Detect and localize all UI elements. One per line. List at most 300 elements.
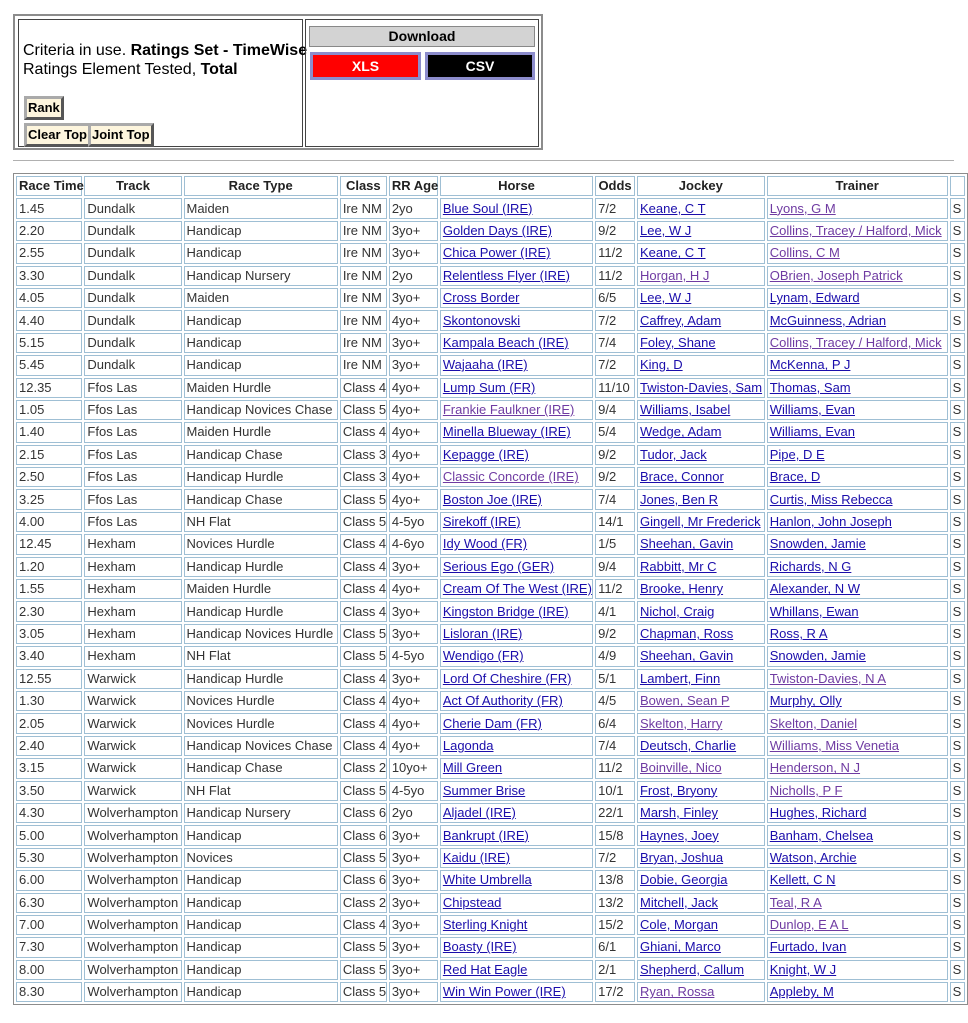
extra-cell: S bbox=[950, 646, 965, 666]
table-row bbox=[16, 624, 965, 644]
odds-cell: 9/4 bbox=[595, 557, 635, 577]
jockey-link[interactable]: Rabbitt, Mr C bbox=[639, 558, 717, 574]
jockey-link[interactable]: Lee, W J bbox=[639, 290, 692, 306]
age-cell: 3yo+ bbox=[389, 288, 438, 308]
race-time-cell: 4.30 bbox=[16, 803, 82, 823]
jockey-link[interactable]: Bowen, Sean P bbox=[639, 693, 730, 709]
odds-cell: 9/2 bbox=[595, 467, 635, 487]
race-type-cell: Novices Hurdle bbox=[184, 691, 338, 711]
divider bbox=[13, 160, 954, 161]
jockey-link[interactable]: Bryan, Joshua bbox=[639, 849, 724, 865]
ratings-set: Ratings Set - TimeWise bbox=[130, 42, 308, 59]
jockey-cell bbox=[637, 646, 765, 666]
race-type-cell: Handicap Chase bbox=[184, 489, 338, 509]
class-cell: Class 2 bbox=[340, 893, 387, 913]
jockey-link[interactable]: Caffrey, Adam bbox=[639, 312, 722, 328]
trainer-cell bbox=[767, 781, 948, 801]
horse-link[interactable]: Frankie Faulkner (IRE) bbox=[442, 402, 575, 418]
jockey-link[interactable]: Brooke, Henry bbox=[639, 581, 724, 597]
header-rr-age[interactable]: RR Age bbox=[389, 176, 438, 196]
race-type-cell: Handicap bbox=[184, 982, 338, 1002]
jockey-link[interactable]: Ghiani, Marco bbox=[639, 939, 721, 955]
horse-link[interactable]: Relentless Flyer (IRE) bbox=[442, 267, 570, 283]
extra-cell: S bbox=[950, 557, 965, 577]
race-time-cell: 1.45 bbox=[16, 198, 82, 218]
jockey-link[interactable]: King, D bbox=[639, 357, 683, 373]
race-time-cell: 3.30 bbox=[16, 266, 82, 286]
jockey-cell bbox=[637, 982, 765, 1002]
extra-cell: S bbox=[950, 579, 965, 599]
track-cell: Dundalk bbox=[84, 221, 181, 241]
trainer-cell bbox=[767, 400, 948, 420]
trainer-link[interactable]: Thomas, Sam bbox=[769, 379, 851, 395]
track-cell: Dundalk bbox=[84, 355, 181, 375]
odds-cell: 4/1 bbox=[595, 601, 635, 621]
age-cell: 4-5yo bbox=[389, 781, 438, 801]
track-cell: Dundalk bbox=[84, 198, 181, 218]
trainer-link[interactable]: Murphy, Olly bbox=[769, 693, 842, 709]
trainer-cell bbox=[767, 870, 948, 890]
download-title: Download bbox=[309, 26, 535, 47]
jockey-cell bbox=[637, 288, 765, 308]
trainer-link[interactable]: McGuinness, Adrian bbox=[769, 312, 887, 328]
age-cell: 3yo+ bbox=[389, 825, 438, 845]
race-time-cell: 2.55 bbox=[16, 243, 82, 263]
horse-cell bbox=[440, 915, 593, 935]
jockey-link[interactable]: Haynes, Joey bbox=[639, 827, 719, 843]
horse-link[interactable]: White Umbrella bbox=[442, 872, 532, 888]
class-cell: Class 5 bbox=[340, 937, 387, 957]
horse-link[interactable]: Classic Concorde (IRE) bbox=[442, 469, 579, 485]
horse-cell bbox=[440, 624, 593, 644]
horse-link[interactable]: Idy Wood (FR) bbox=[442, 536, 528, 552]
extra-cell: S bbox=[950, 960, 965, 980]
horse-cell bbox=[440, 198, 593, 218]
criteria-panel bbox=[13, 14, 543, 150]
header-race-type[interactable]: Race Type bbox=[184, 176, 338, 196]
table-row bbox=[16, 915, 965, 935]
jockey-link[interactable]: Keane, C T bbox=[639, 200, 706, 216]
horse-link[interactable]: Summer Brise bbox=[442, 782, 526, 798]
jockey-link[interactable]: Brace, Connor bbox=[639, 469, 724, 485]
jockey-link[interactable]: Gingell, Mr Frederick bbox=[639, 514, 761, 530]
trainer-link[interactable]: Nicholls, P F bbox=[769, 782, 843, 798]
odds-cell: 7/4 bbox=[595, 736, 635, 756]
horse-cell bbox=[440, 713, 593, 733]
trainer-cell bbox=[767, 915, 948, 935]
horse-link[interactable]: Lagonda bbox=[442, 737, 494, 753]
horse-link[interactable]: Lord Of Cheshire (FR) bbox=[442, 670, 572, 686]
odds-cell: 15/8 bbox=[595, 825, 635, 845]
horse-link[interactable]: Blue Soul (IRE) bbox=[442, 200, 533, 216]
track-cell: Ffos Las bbox=[84, 445, 181, 465]
rank-button[interactable]: Rank bbox=[24, 96, 64, 120]
header-extra[interactable] bbox=[950, 176, 965, 196]
jockey-link[interactable]: Twiston-Davies, Sam bbox=[639, 379, 763, 395]
trainer-link[interactable]: Kellett, C N bbox=[769, 872, 836, 888]
horse-link[interactable]: Mill Green bbox=[442, 760, 503, 776]
horse-link[interactable]: Serious Ego (GER) bbox=[442, 558, 555, 574]
table-row bbox=[16, 288, 965, 308]
trainer-link[interactable]: Snowden, Jamie bbox=[769, 648, 866, 664]
trainer-link[interactable]: Collins, Tracey / Halford, Mick bbox=[769, 222, 942, 238]
horse-cell bbox=[440, 848, 593, 868]
horse-link[interactable]: Chipstead bbox=[442, 894, 502, 910]
odds-cell: 13/8 bbox=[595, 870, 635, 890]
table-row bbox=[16, 893, 965, 913]
horse-cell bbox=[440, 825, 593, 845]
trainer-link[interactable]: Appleby, M bbox=[769, 984, 834, 1000]
odds-cell: 6/1 bbox=[595, 937, 635, 957]
trainer-cell bbox=[767, 713, 948, 733]
class-cell: Class 5 bbox=[340, 489, 387, 509]
jockey-link[interactable]: Shepherd, Callum bbox=[639, 961, 745, 977]
race-type-cell: Novices Hurdle bbox=[184, 713, 338, 733]
track-cell: Warwick bbox=[84, 736, 181, 756]
trainer-link[interactable]: Williams, Evan bbox=[769, 402, 855, 418]
odds-cell: 6/5 bbox=[595, 288, 635, 308]
table-row bbox=[16, 534, 965, 554]
trainer-link[interactable]: Curtis, Miss Rebecca bbox=[769, 491, 893, 507]
trainer-cell bbox=[767, 669, 948, 689]
horse-link[interactable]: Aljadel (IRE) bbox=[442, 805, 516, 821]
jockey-link[interactable]: Sheehan, Gavin bbox=[639, 648, 734, 664]
race-type-cell: Handicap Nursery bbox=[184, 803, 338, 823]
odds-cell: 11/2 bbox=[595, 579, 635, 599]
extra-cell: S bbox=[950, 198, 965, 218]
horse-link[interactable]: Golden Days (IRE) bbox=[442, 222, 552, 238]
trainer-link[interactable]: Lyons, G M bbox=[769, 200, 836, 216]
trainer-link[interactable]: Collins, Tracey / Halford, Mick bbox=[769, 334, 942, 350]
trainer-link[interactable]: Skelton, Daniel bbox=[769, 715, 858, 731]
class-cell: Ire NM bbox=[340, 288, 387, 308]
jockey-link[interactable]: Ryan, Rossa bbox=[639, 984, 715, 1000]
horse-link[interactable]: Kaidu (IRE) bbox=[442, 849, 511, 865]
horse-link[interactable]: Kepagge (IRE) bbox=[442, 446, 529, 462]
extra-cell: S bbox=[950, 713, 965, 733]
race-time-cell: 2.20 bbox=[16, 221, 82, 241]
horse-cell bbox=[440, 960, 593, 980]
horse-link[interactable]: Red Hat Eagle bbox=[442, 961, 528, 977]
jockey-link[interactable]: Cole, Morgan bbox=[639, 917, 719, 933]
age-cell: 4yo+ bbox=[389, 736, 438, 756]
horse-cell bbox=[440, 669, 593, 689]
horse-link[interactable]: Minella Blueway (IRE) bbox=[442, 424, 571, 440]
horse-link[interactable]: Sirekoff (IRE) bbox=[442, 514, 521, 530]
table-row bbox=[16, 266, 965, 286]
trainer-link[interactable]: Williams, Miss Venetia bbox=[769, 737, 900, 753]
trainer-link[interactable]: Hanlon, John Joseph bbox=[769, 514, 892, 530]
trainer-cell bbox=[767, 624, 948, 644]
trainer-link[interactable]: Whillans, Ewan bbox=[769, 603, 859, 619]
jockey-link[interactable]: Foley, Shane bbox=[639, 334, 716, 350]
trainer-cell bbox=[767, 825, 948, 845]
horse-link[interactable]: Kampala Beach (IRE) bbox=[442, 334, 569, 350]
class-cell: Ire NM bbox=[340, 355, 387, 375]
horse-cell bbox=[440, 937, 593, 957]
trainer-cell bbox=[767, 982, 948, 1002]
jockey-cell bbox=[637, 601, 765, 621]
odds-cell: 11/10 bbox=[595, 378, 635, 398]
table-row bbox=[16, 333, 965, 353]
race-type-cell: Handicap bbox=[184, 870, 338, 890]
horse-link[interactable]: Bankrupt (IRE) bbox=[442, 827, 529, 843]
race-type-cell: NH Flat bbox=[184, 781, 338, 801]
csv-download-button[interactable]: CSV bbox=[425, 52, 535, 80]
jockey-cell bbox=[637, 198, 765, 218]
jockey-link[interactable]: Wedge, Adam bbox=[639, 424, 722, 440]
extra-cell: S bbox=[950, 758, 965, 778]
track-cell: Warwick bbox=[84, 713, 181, 733]
class-cell: Class 4 bbox=[340, 378, 387, 398]
jockey-link[interactable]: Keane, C T bbox=[639, 245, 706, 261]
jockey-cell bbox=[637, 467, 765, 487]
extra-cell: S bbox=[950, 422, 965, 442]
jockey-link[interactable]: Skelton, Harry bbox=[639, 715, 723, 731]
horse-link[interactable]: Wendigo (FR) bbox=[442, 648, 524, 664]
jockey-link[interactable]: Lambert, Finn bbox=[639, 670, 721, 686]
extra-cell: S bbox=[950, 781, 965, 801]
race-type-cell: Maiden Hurdle bbox=[184, 422, 338, 442]
class-cell: Class 5 bbox=[340, 848, 387, 868]
jockey-cell bbox=[637, 534, 765, 554]
trainer-link[interactable]: Twiston-Davies, N A bbox=[769, 670, 887, 686]
class-cell: Class 4 bbox=[340, 669, 387, 689]
track-cell: Hexham bbox=[84, 557, 181, 577]
trainer-link[interactable]: McKenna, P J bbox=[769, 357, 851, 373]
jockey-link[interactable]: Frost, Bryony bbox=[639, 782, 718, 798]
trainer-link[interactable]: Williams, Evan bbox=[769, 424, 855, 440]
table-row bbox=[16, 781, 965, 801]
horse-cell bbox=[440, 803, 593, 823]
horse-link[interactable]: Kingston Bridge (IRE) bbox=[442, 603, 569, 619]
table-row bbox=[16, 825, 965, 845]
jockey-link[interactable]: Nichol, Craig bbox=[639, 603, 715, 619]
jockey-cell bbox=[637, 893, 765, 913]
age-cell: 2yo bbox=[389, 266, 438, 286]
joint-top-button[interactable]: Joint Top bbox=[88, 123, 154, 147]
race-time-cell: 4.00 bbox=[16, 512, 82, 532]
track-cell: Wolverhampton bbox=[84, 937, 181, 957]
trainer-cell bbox=[767, 333, 948, 353]
horse-link[interactable]: Cream Of The West (IRE) bbox=[442, 581, 592, 597]
trainer-link[interactable]: Collins, C M bbox=[769, 245, 840, 261]
age-cell: 3yo+ bbox=[389, 960, 438, 980]
table-row bbox=[16, 982, 965, 1002]
header-track[interactable]: Track bbox=[84, 176, 181, 196]
race-type-cell: Handicap Hurdle bbox=[184, 601, 338, 621]
odds-cell: 7/2 bbox=[595, 198, 635, 218]
extra-cell: S bbox=[950, 355, 965, 375]
extra-cell: S bbox=[950, 803, 965, 823]
jockey-link[interactable]: Deutsch, Charlie bbox=[639, 737, 737, 753]
header-jockey[interactable]: Jockey bbox=[637, 176, 765, 196]
table-row bbox=[16, 467, 965, 487]
jockey-link[interactable]: Lee, W J bbox=[639, 222, 692, 238]
trainer-cell bbox=[767, 534, 948, 554]
class-cell: Class 5 bbox=[340, 781, 387, 801]
jockey-cell bbox=[637, 915, 765, 935]
extra-cell: S bbox=[950, 534, 965, 554]
age-cell: 4yo+ bbox=[389, 579, 438, 599]
horse-link[interactable]: Act Of Authority (FR) bbox=[442, 693, 563, 709]
trainer-cell bbox=[767, 221, 948, 241]
race-time-cell: 4.05 bbox=[16, 288, 82, 308]
trainer-link[interactable]: Richards, N G bbox=[769, 558, 852, 574]
trainer-link[interactable]: Teal, R A bbox=[769, 894, 822, 910]
race-table bbox=[13, 173, 968, 1005]
jockey-link[interactable]: Dobie, Georgia bbox=[639, 872, 728, 888]
jockey-cell bbox=[637, 243, 765, 263]
age-cell: 4-6yo bbox=[389, 534, 438, 554]
header-race-time[interactable]: Race Time bbox=[16, 176, 82, 196]
trainer-cell bbox=[767, 266, 948, 286]
header-class[interactable]: Class bbox=[340, 176, 387, 196]
horse-link[interactable]: Sterling Knight bbox=[442, 917, 528, 933]
track-cell: Hexham bbox=[84, 646, 181, 666]
horse-link[interactable]: Lisloran (IRE) bbox=[442, 626, 523, 641]
table-row bbox=[16, 198, 965, 218]
horse-link[interactable]: Boasty (IRE) bbox=[442, 939, 517, 955]
jockey-cell bbox=[637, 713, 765, 733]
track-cell: Dundalk bbox=[84, 310, 181, 330]
header-trainer[interactable]: Trainer bbox=[767, 176, 948, 196]
race-time-cell: 2.50 bbox=[16, 467, 82, 487]
clear-top-button[interactable]: Clear Top bbox=[24, 123, 91, 147]
table-row bbox=[16, 937, 965, 957]
race-type-cell: Handicap Hurdle bbox=[184, 557, 338, 577]
trainer-cell bbox=[767, 378, 948, 398]
horse-cell bbox=[440, 422, 593, 442]
trainer-cell bbox=[767, 736, 948, 756]
jockey-link[interactable]: Williams, Isabel bbox=[639, 402, 731, 418]
race-type-cell: Handicap bbox=[184, 825, 338, 845]
track-cell: Warwick bbox=[84, 691, 181, 711]
extra-cell: S bbox=[950, 870, 965, 890]
age-cell: 3yo+ bbox=[389, 982, 438, 1002]
trainer-cell bbox=[767, 601, 948, 621]
track-cell: Wolverhampton bbox=[84, 870, 181, 890]
odds-cell: 9/2 bbox=[595, 624, 635, 644]
horse-link[interactable]: Wajaaha (IRE) bbox=[442, 357, 528, 373]
jockey-link[interactable]: Boinville, Nico bbox=[639, 760, 722, 776]
horse-link[interactable]: Skontonovski bbox=[442, 312, 521, 328]
extra-cell: S bbox=[950, 489, 965, 509]
trainer-link[interactable]: Watson, Archie bbox=[769, 849, 857, 865]
class-cell: Class 5 bbox=[340, 400, 387, 420]
jockey-cell bbox=[637, 512, 765, 532]
odds-cell: 5/1 bbox=[595, 669, 635, 689]
race-type-cell: Handicap bbox=[184, 221, 338, 241]
age-cell: 4yo+ bbox=[389, 489, 438, 509]
trainer-cell bbox=[767, 557, 948, 577]
race-type-cell: NH Flat bbox=[184, 512, 338, 532]
horse-link[interactable]: Boston Joe (IRE) bbox=[442, 491, 542, 507]
header-odds[interactable]: Odds bbox=[595, 176, 635, 196]
trainer-link[interactable]: Dunlop, E A L bbox=[769, 917, 849, 933]
jockey-link[interactable]: Marsh, Finley bbox=[639, 805, 719, 821]
age-cell: 4yo+ bbox=[389, 445, 438, 465]
odds-cell: 4/5 bbox=[595, 691, 635, 711]
horse-link[interactable]: Cross Border bbox=[442, 290, 520, 306]
xls-download-button[interactable]: XLS bbox=[310, 52, 421, 80]
trainer-link[interactable]: Knight, W J bbox=[769, 961, 837, 977]
jockey-cell bbox=[637, 870, 765, 890]
trainer-link[interactable]: Alexander, N W bbox=[769, 581, 861, 597]
jockey-cell bbox=[637, 781, 765, 801]
extra-cell: S bbox=[950, 624, 965, 644]
class-cell: Ire NM bbox=[340, 221, 387, 241]
race-type-cell: Handicap Novices Hurdle bbox=[184, 624, 338, 644]
trainer-cell bbox=[767, 355, 948, 375]
horse-cell bbox=[440, 646, 593, 666]
trainer-link[interactable]: Furtado, Ivan bbox=[769, 939, 847, 955]
trainer-link[interactable]: Brace, D bbox=[769, 469, 821, 485]
age-cell: 10yo+ bbox=[389, 758, 438, 778]
trainer-link[interactable]: Ross, R A bbox=[769, 626, 828, 641]
jockey-cell bbox=[637, 422, 765, 442]
jockey-link[interactable]: Chapman, Ross bbox=[639, 626, 734, 641]
odds-cell: 6/4 bbox=[595, 713, 635, 733]
jockey-link[interactable]: Tudor, Jack bbox=[639, 446, 707, 462]
race-time-cell: 3.40 bbox=[16, 646, 82, 666]
trainer-link[interactable]: Pipe, D E bbox=[769, 446, 825, 462]
odds-cell: 9/4 bbox=[595, 400, 635, 420]
odds-cell: 11/2 bbox=[595, 266, 635, 286]
race-time-cell: 7.00 bbox=[16, 915, 82, 935]
trainer-link[interactable]: Banham, Chelsea bbox=[769, 827, 874, 843]
class-cell: Class 4 bbox=[340, 713, 387, 733]
horse-link[interactable]: Chica Power (IRE) bbox=[442, 245, 551, 261]
table-row bbox=[16, 758, 965, 778]
header-horse[interactable]: Horse bbox=[440, 176, 593, 196]
horse-cell bbox=[440, 467, 593, 487]
trainer-cell bbox=[767, 243, 948, 263]
table-row bbox=[16, 848, 965, 868]
horse-link[interactable]: Lump Sum (FR) bbox=[442, 379, 536, 395]
track-cell: Dundalk bbox=[84, 333, 181, 353]
extra-cell: S bbox=[950, 893, 965, 913]
track-cell: Warwick bbox=[84, 781, 181, 801]
table-row bbox=[16, 870, 965, 890]
race-time-cell: 12.35 bbox=[16, 378, 82, 398]
horse-link[interactable]: Win Win Power (IRE) bbox=[442, 984, 566, 1000]
track-cell: Wolverhampton bbox=[84, 825, 181, 845]
class-cell: Class 4 bbox=[340, 422, 387, 442]
age-cell: 4yo+ bbox=[389, 400, 438, 420]
track-cell: Wolverhampton bbox=[84, 960, 181, 980]
race-type-cell: Handicap Nursery bbox=[184, 266, 338, 286]
jockey-link[interactable]: Sheehan, Gavin bbox=[639, 536, 734, 552]
class-cell: Class 5 bbox=[340, 646, 387, 666]
jockey-cell bbox=[637, 669, 765, 689]
trainer-link[interactable]: OBrien, Joseph Patrick bbox=[769, 267, 903, 283]
trainer-link[interactable]: Hughes, Richard bbox=[769, 805, 867, 821]
jockey-link[interactable]: Horgan, H J bbox=[639, 267, 710, 283]
class-cell: Class 6 bbox=[340, 803, 387, 823]
horse-cell bbox=[440, 333, 593, 353]
track-cell: Dundalk bbox=[84, 243, 181, 263]
jockey-link[interactable]: Mitchell, Jack bbox=[639, 894, 719, 910]
trainer-link[interactable]: Henderson, N J bbox=[769, 760, 861, 776]
class-cell: Class 4 bbox=[340, 534, 387, 554]
trainer-link[interactable]: Lynam, Edward bbox=[769, 290, 860, 306]
jockey-link[interactable]: Jones, Ben R bbox=[639, 491, 719, 507]
trainer-link[interactable]: Snowden, Jamie bbox=[769, 536, 866, 552]
class-cell: Class 5 bbox=[340, 982, 387, 1002]
extra-cell: S bbox=[950, 736, 965, 756]
horse-link[interactable]: Cherie Dam (FR) bbox=[442, 715, 542, 731]
